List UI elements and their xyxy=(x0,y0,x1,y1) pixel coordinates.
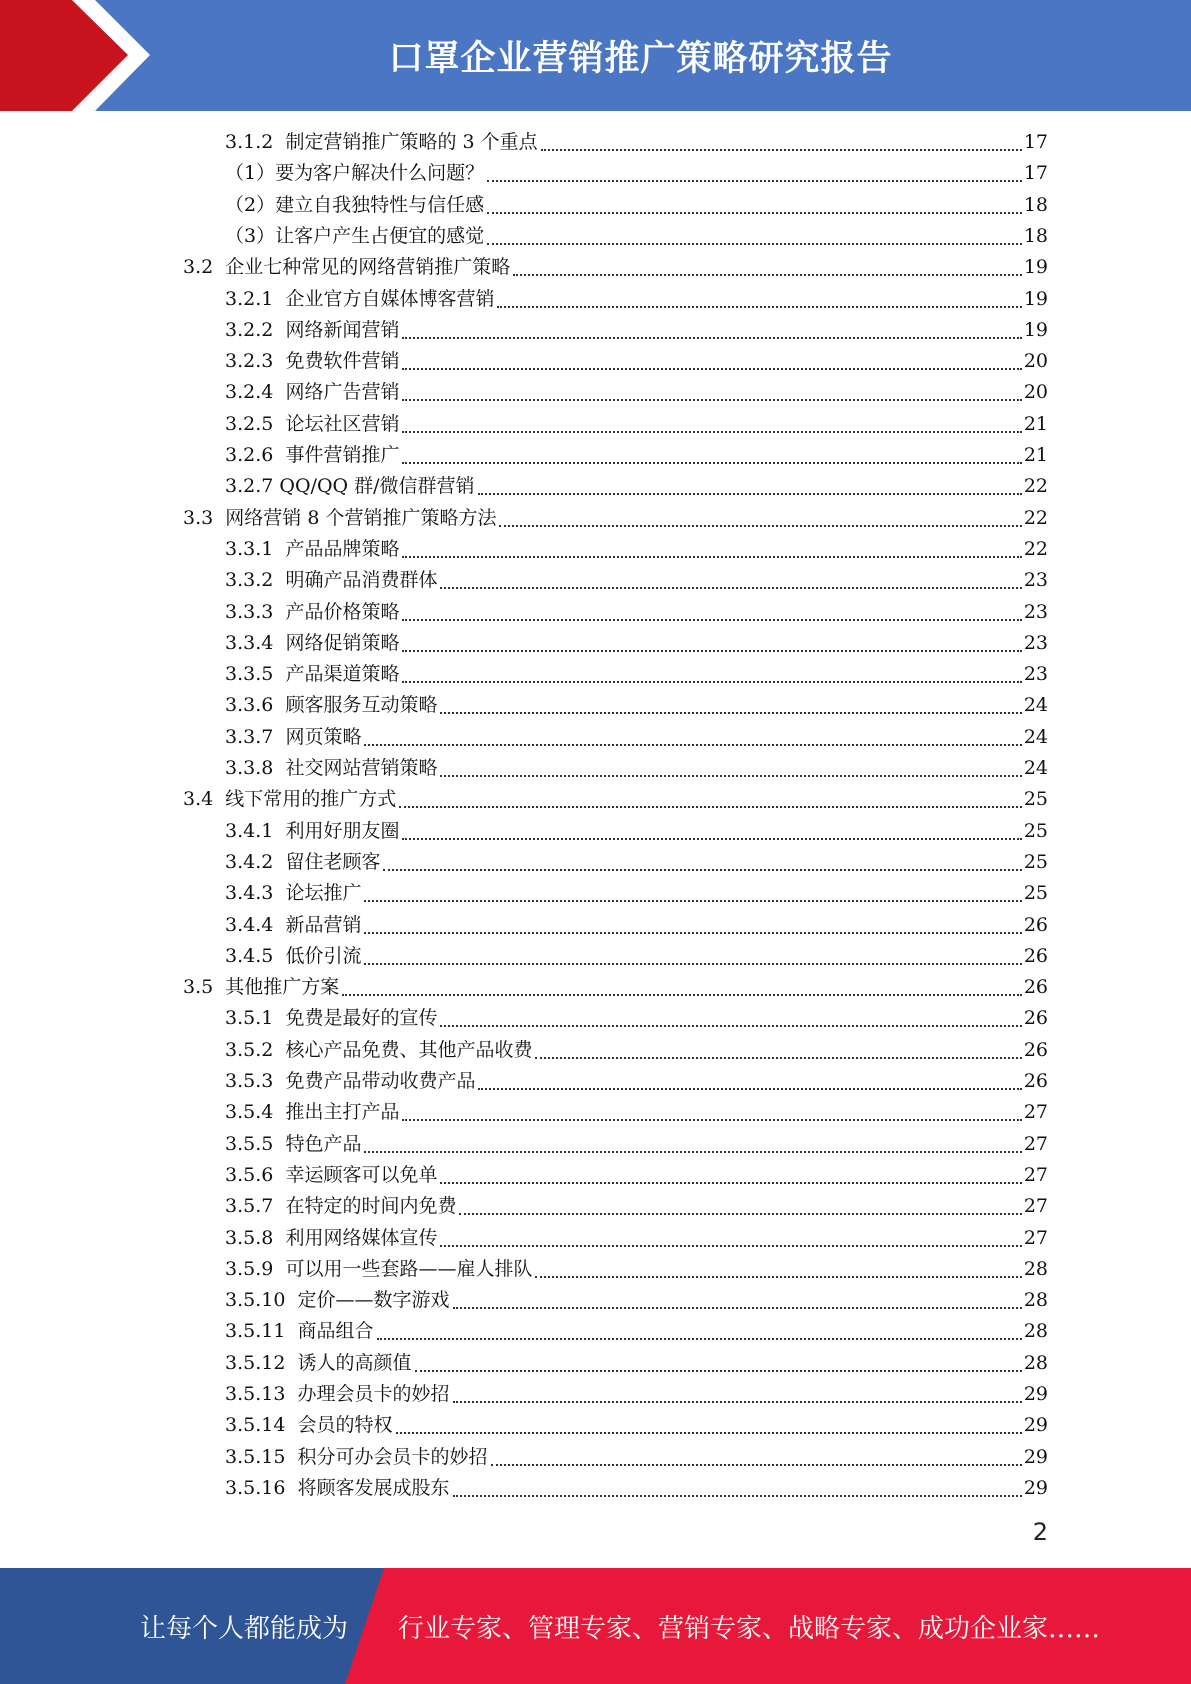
toc-entry-number: 3.3.4 xyxy=(225,631,286,654)
toc-entry-page: 18 xyxy=(1023,224,1048,247)
toc-dot-leader xyxy=(499,524,1021,527)
toc-entry-number: 3.5.11 xyxy=(225,1320,298,1343)
toc-entry-page: 21 xyxy=(1023,444,1048,466)
toc-entry[interactable] xyxy=(225,1066,1048,1097)
toc-entry-page: 21 xyxy=(1023,412,1048,435)
toc-entry-title: 定价——数字游戏 xyxy=(297,1289,450,1312)
toc-dot-leader xyxy=(453,1400,1022,1403)
toc-entry-title: 幸运顾客可以免单 xyxy=(285,1163,438,1186)
toc-entry-number: 3.1.2 xyxy=(225,131,286,153)
toc-entry-page: 17 xyxy=(1023,131,1048,153)
toc-dot-leader xyxy=(535,1275,1021,1278)
toc-entry-page: 26 xyxy=(1023,913,1048,936)
toc-dot-leader xyxy=(453,1306,1022,1309)
toc-entry-title: 网络促销策略 xyxy=(285,631,400,654)
toc-entry-number: 3.5.15 xyxy=(225,1445,298,1468)
toc-entry[interactable] xyxy=(225,941,1048,972)
toc-dot-leader xyxy=(402,398,1021,401)
toc-entry-number: 3.3.3 xyxy=(225,600,286,623)
toc-entry-title: 可以用一些套路——雇人排队 xyxy=(285,1257,533,1280)
report-title: 口罩企业营销推广策略研究报告 xyxy=(388,38,893,79)
toc-dot-leader xyxy=(399,805,1022,808)
toc-entry-number: 3.2.3 xyxy=(225,350,286,373)
toc-entry[interactable] xyxy=(225,1223,1048,1254)
toc-dot-leader xyxy=(364,743,1021,746)
toc-entry-number: 3.2.4 xyxy=(225,381,286,404)
toc-entry-title: 特色产品 xyxy=(285,1132,362,1155)
toc-entry[interactable] xyxy=(225,127,1048,158)
toc-entry-page: 17 xyxy=(1023,162,1048,185)
toc-entry[interactable] xyxy=(225,910,1048,941)
toc-entry-page: 25 xyxy=(1023,882,1048,905)
toc-entry-number: 3.2.7 xyxy=(225,475,280,498)
toc-dot-leader xyxy=(478,492,1022,495)
toc-dot-leader xyxy=(364,1150,1021,1153)
toc-entry[interactable] xyxy=(225,346,1048,377)
toc-entry[interactable] xyxy=(225,816,1048,847)
toc-entry-page: 28 xyxy=(1023,1351,1048,1374)
toc-dot-leader xyxy=(440,1244,1021,1247)
toc-entry-page: 29 xyxy=(1023,1414,1048,1437)
toc-entry[interactable] xyxy=(225,753,1048,784)
toc-dot-leader xyxy=(453,1494,1022,1497)
toc-entry[interactable] xyxy=(225,221,1048,252)
toc-entry-title: QQ/QQ 群/微信群营销 xyxy=(279,475,475,498)
toc-entry-title: 办理会员卡的妙招 xyxy=(297,1383,450,1405)
toc-entry-title: 免费软件营销 xyxy=(285,350,400,373)
toc-entry-number: 3.5.10 xyxy=(225,1289,298,1312)
toc-entry[interactable] xyxy=(225,597,1048,628)
toc-entry-title: 论坛推广 xyxy=(285,882,362,905)
toc-entry[interactable] xyxy=(225,1003,1048,1034)
toc-dot-leader xyxy=(402,367,1021,370)
toc-dot-leader xyxy=(402,336,1021,339)
toc-entry[interactable] xyxy=(225,1348,1048,1379)
toc-dot-leader xyxy=(364,899,1021,902)
toc-dot-leader xyxy=(487,179,1022,182)
page-header xyxy=(0,0,1191,111)
toc-dot-leader xyxy=(364,962,1021,965)
toc-entry-title: 核心产品免费、其他产品收费 xyxy=(285,1038,533,1061)
footer-slogan-left: 让每个人都能成为 xyxy=(140,1613,349,1644)
toc-entry[interactable] xyxy=(225,158,1048,189)
toc-entry-title: 新品营销 xyxy=(285,913,362,936)
page-number: 2 xyxy=(1032,1518,1048,1546)
toc-dot-leader xyxy=(487,242,1022,245)
toc-entry-page: 18 xyxy=(1023,193,1048,216)
toc-entry-page: 29 xyxy=(1023,1476,1048,1499)
toc-entry-title: 论坛社区营销 xyxy=(285,412,400,435)
toc-entry-number: 3.5.1 xyxy=(225,1007,286,1030)
toc-entry[interactable] xyxy=(225,1410,1048,1441)
toc-entry[interactable] xyxy=(183,972,1048,1003)
toc-entry-page: 24 xyxy=(1023,757,1048,779)
toc-dot-leader xyxy=(364,931,1021,934)
toc-entry-page: 26 xyxy=(1023,944,1048,967)
toc-entry[interactable] xyxy=(183,252,1048,283)
toc-entry-title: 企业官方自媒体博客营销 xyxy=(285,287,495,310)
toc-entry-number: 3.5 xyxy=(183,976,226,999)
toc-entry-title: （1）要为客户解决什么问题？ xyxy=(225,162,485,185)
toc-entry-number: 3.5.16 xyxy=(225,1476,298,1499)
toc-entry-title: 产品渠道策略 xyxy=(285,663,400,686)
toc-entry-page: 29 xyxy=(1023,1383,1048,1405)
toc-entry[interactable] xyxy=(225,1254,1048,1285)
toc-entry-title: 利用网络媒体宣传 xyxy=(285,1226,438,1249)
toc-dot-leader xyxy=(497,305,1021,308)
toc-entry-page: 28 xyxy=(1023,1257,1048,1280)
toc-entry-number: 3.5.2 xyxy=(225,1038,286,1061)
toc-dot-leader xyxy=(513,273,1022,276)
toc-entry-page: 22 xyxy=(1023,537,1048,560)
toc-entry-page: 23 xyxy=(1023,569,1048,592)
toc-entry[interactable] xyxy=(225,315,1048,346)
toc-dot-leader xyxy=(402,618,1021,621)
footer-slogan-right: 行业专家、管理专家、营销专家、战略专家、成功企业家…… xyxy=(398,1613,1101,1644)
toc-entry-title: 积分可办会员卡的妙招 xyxy=(297,1445,488,1468)
toc-dot-leader xyxy=(541,148,1022,151)
toc-dot-leader xyxy=(440,1024,1021,1027)
toc-entry[interactable] xyxy=(225,878,1048,909)
toc-entry[interactable] xyxy=(225,1035,1048,1066)
toc-entry-title: 事件营销推广 xyxy=(285,444,400,466)
toc-entry-number: 3.2 xyxy=(183,256,226,279)
toc-entry-page: 20 xyxy=(1023,350,1048,373)
toc-entry-title: 商品组合 xyxy=(297,1320,374,1343)
toc-entry-page: 27 xyxy=(1023,1226,1048,1249)
toc-entry-title: 企业七种常见的网络营销推广策略 xyxy=(225,256,511,279)
toc-entry-title: 会员的特权 xyxy=(297,1414,393,1437)
toc-entry[interactable] xyxy=(225,534,1048,565)
toc-entry-page: 26 xyxy=(1023,1038,1048,1061)
toc-entry-number: 3.5.14 xyxy=(225,1414,298,1437)
toc-entry-page: 26 xyxy=(1023,1007,1048,1030)
toc-entry-title: 明确产品消费群体 xyxy=(285,569,438,592)
toc-entry-page: 27 xyxy=(1023,1195,1048,1218)
toc-entry[interactable] xyxy=(225,284,1048,315)
toc-entry[interactable] xyxy=(225,1285,1048,1316)
toc-entry-number: 3.5.6 xyxy=(225,1163,286,1186)
toc-dot-leader xyxy=(402,837,1021,840)
toc-entry-title: （2）建立自我独特性与信任感 xyxy=(225,193,485,216)
toc-entry-number: 3.4.1 xyxy=(225,819,286,842)
toc-entry[interactable] xyxy=(225,377,1048,408)
toc-entry-number: 3.3.7 xyxy=(225,725,286,748)
toc-entry-title: 其他推广方案 xyxy=(225,976,340,999)
toc-entry-page: 27 xyxy=(1023,1132,1048,1155)
toc-entry[interactable] xyxy=(225,1379,1048,1410)
toc-entry-page: 23 xyxy=(1023,631,1048,654)
toc-entry-title: 网络新闻营销 xyxy=(285,318,400,341)
toc-entry-title: 留住老顾客 xyxy=(285,850,381,873)
toc-entry-number: 3.3.2 xyxy=(225,569,286,592)
toc-entry-title: 将顾客发展成股东 xyxy=(297,1476,450,1499)
toc-entry-title: 社交网站营销策略 xyxy=(285,757,438,779)
toc-entry-number: 3.4 xyxy=(183,788,226,811)
toc-entry[interactable] xyxy=(225,1442,1048,1473)
toc-entry[interactable] xyxy=(225,659,1048,690)
toc-entry-page: 24 xyxy=(1023,725,1048,748)
toc-entry[interactable] xyxy=(225,847,1048,878)
page-footer xyxy=(0,1568,1191,1684)
toc-entry[interactable] xyxy=(225,722,1048,753)
toc-dot-leader xyxy=(402,555,1021,558)
toc-entry-number: 3.4.4 xyxy=(225,913,286,936)
toc-entry-page: 26 xyxy=(1023,976,1048,999)
toc-entry-title: 免费是最好的宣传 xyxy=(285,1007,438,1030)
toc-dot-leader xyxy=(440,711,1021,714)
toc-entry[interactable] xyxy=(225,1316,1048,1347)
toc-entry-page: 19 xyxy=(1023,256,1048,279)
toc-entry-number: 3.4.3 xyxy=(225,882,286,905)
toc-entry-page: 23 xyxy=(1023,600,1048,623)
toc-entry-page: 29 xyxy=(1023,1445,1048,1468)
toc-entry-number: 3.2.6 xyxy=(225,444,286,466)
toc-entry-title: 诱人的高颜值 xyxy=(297,1351,412,1374)
toc-dot-leader xyxy=(478,1087,1021,1090)
toc-entry-number: 3.3 xyxy=(183,506,226,529)
toc-dot-leader xyxy=(415,1369,1022,1372)
toc-entry-number: 3.3.8 xyxy=(225,757,286,779)
toc-entry[interactable] xyxy=(183,503,1048,534)
toc-dot-leader xyxy=(491,1463,1022,1466)
toc-entry-number: 3.5.3 xyxy=(225,1070,286,1092)
toc-dot-leader xyxy=(402,680,1021,683)
toc-dot-leader xyxy=(402,461,1021,464)
toc-entry-page: 28 xyxy=(1023,1289,1048,1312)
toc-entry-page: 27 xyxy=(1023,1101,1048,1124)
toc-entry[interactable] xyxy=(225,471,1048,502)
toc-entry-title: 网络营销 8 个营销推广策略方法 xyxy=(225,506,497,529)
toc-entry-number: 3.2.1 xyxy=(225,287,286,310)
toc-entry-number: 3.4.5 xyxy=(225,944,286,967)
toc-dot-leader xyxy=(402,1118,1021,1121)
toc-dot-leader xyxy=(440,774,1021,777)
toc-entry[interactable] xyxy=(225,1160,1048,1191)
toc-entry[interactable] xyxy=(225,1097,1048,1128)
toc-entry-page: 25 xyxy=(1023,788,1048,811)
toc-entry-page: 25 xyxy=(1023,819,1048,842)
toc-entry[interactable] xyxy=(225,440,1048,471)
toc-entry-title: 顾客服务互动策略 xyxy=(285,694,438,717)
toc-entry-number: 3.2.2 xyxy=(225,318,286,341)
toc-entry-title: 免费产品带动收费产品 xyxy=(285,1070,476,1092)
toc-entry[interactable] xyxy=(225,1191,1048,1222)
toc-entry-number: 3.5.9 xyxy=(225,1257,286,1280)
header-arrow-accent xyxy=(0,0,160,111)
toc-entry[interactable] xyxy=(183,784,1048,815)
toc-entry-number: 3.3.1 xyxy=(225,537,286,560)
toc-entry-number: 3.3.6 xyxy=(225,694,286,717)
toc-entry-number: 3.2.5 xyxy=(225,412,286,435)
toc-entry-number: 3.5.13 xyxy=(225,1383,298,1405)
toc-entry[interactable] xyxy=(225,409,1048,440)
toc-dot-leader xyxy=(487,211,1022,214)
toc-entry-title: 低价引流 xyxy=(285,944,362,967)
toc-dot-leader xyxy=(342,993,1022,996)
toc-dot-leader xyxy=(440,586,1021,589)
toc-entry-title: 制定营销推广策略的 3 个重点 xyxy=(285,131,538,153)
toc-entry-number: 3.3.5 xyxy=(225,663,286,686)
toc-entry-page: 19 xyxy=(1023,287,1048,310)
toc-entry-title: 利用好朋友圈 xyxy=(285,819,400,842)
toc-dot-leader xyxy=(402,430,1021,433)
toc-entry-number: 3.5.12 xyxy=(225,1351,298,1374)
toc-dot-leader xyxy=(402,649,1021,652)
toc-dot-leader xyxy=(383,868,1021,871)
toc-entry-page: 26 xyxy=(1023,1070,1048,1092)
toc-entry-page: 22 xyxy=(1023,475,1048,498)
toc-entry-number: 3.4.2 xyxy=(225,850,286,873)
toc-entry-number: 3.5.5 xyxy=(225,1132,286,1155)
toc-entry[interactable] xyxy=(225,628,1048,659)
toc-entry[interactable] xyxy=(225,190,1048,221)
toc-entry-title: 产品价格策略 xyxy=(285,600,400,623)
toc-entry-page: 19 xyxy=(1023,318,1048,341)
toc-entry-page: 25 xyxy=(1023,850,1048,873)
toc-entry[interactable] xyxy=(225,690,1048,721)
toc-dot-leader xyxy=(396,1431,1022,1434)
toc-entry-page: 23 xyxy=(1023,663,1048,686)
toc-entry-page: 20 xyxy=(1023,381,1048,404)
toc-entry-title: 推出主打产品 xyxy=(285,1101,400,1124)
toc-entry-title: 线下常用的推广方式 xyxy=(225,788,397,811)
toc-entry-page: 27 xyxy=(1023,1163,1048,1186)
toc-entry-number: 3.5.4 xyxy=(225,1101,286,1124)
toc-entry-number: 3.5.7 xyxy=(225,1195,286,1218)
toc-entry[interactable] xyxy=(225,1129,1048,1160)
toc-entry-page: 22 xyxy=(1023,506,1048,529)
toc-dot-leader xyxy=(535,1056,1021,1059)
toc-entry-number: 3.5.8 xyxy=(225,1226,286,1249)
toc-entry[interactable] xyxy=(225,565,1048,596)
toc-entry-title: （3）让客户产生占便宜的感觉 xyxy=(225,224,485,247)
toc-entry-title: 网络广告营销 xyxy=(285,381,400,404)
toc-entry-page: 24 xyxy=(1023,694,1048,717)
toc-entry-title: 网页策略 xyxy=(285,725,362,748)
toc-entry-title: 产品品牌策略 xyxy=(285,537,400,560)
toc-entry[interactable] xyxy=(225,1473,1048,1504)
toc-dot-leader xyxy=(459,1212,1021,1215)
toc-entry-page: 28 xyxy=(1023,1320,1048,1343)
toc-dot-leader xyxy=(440,1181,1021,1184)
toc-entry-title: 在特定的时间内免费 xyxy=(285,1195,457,1218)
toc-dot-leader xyxy=(377,1337,1022,1340)
